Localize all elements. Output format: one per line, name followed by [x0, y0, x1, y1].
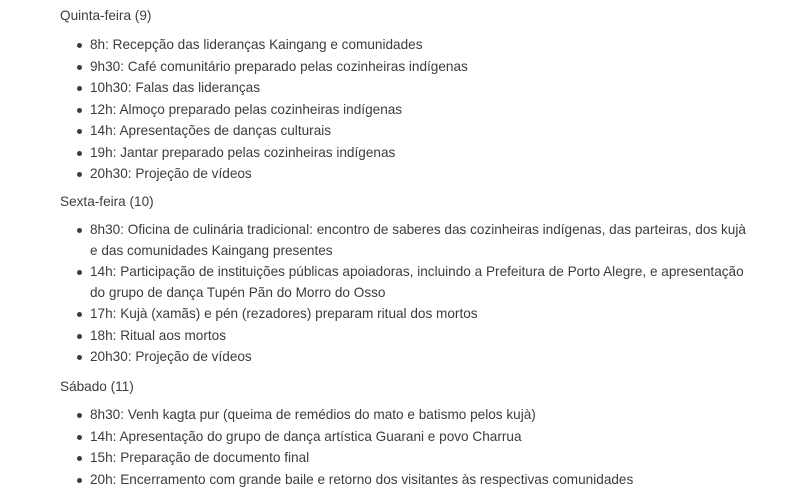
bullet-icon [77, 108, 82, 113]
list-item [90, 405, 750, 426]
event-text: 14h: Apresentações de danças culturais [90, 123, 332, 138]
event-text: 18h: Ritual aos mortos [90, 327, 227, 343]
list-item [90, 326, 750, 347]
bullet-icon [77, 86, 82, 91]
bullet-icon [77, 43, 82, 48]
bullet-icon [77, 172, 82, 177]
list-item [90, 304, 750, 325]
day-heading-saturday: Sábado (11) [60, 379, 134, 394]
list-item [90, 35, 750, 56]
event-text: 14h: Participação de instituições públicas apoiadoras, incluindo a Prefeitura de Porto Alegre, e apresentação do grupo de dança Tupén Pãn do Morro do Osso [90, 264, 744, 300]
saturday-event-list [90, 405, 750, 491]
bullet-icon [77, 228, 82, 233]
list-item [90, 121, 750, 142]
friday-event-list [90, 220, 750, 369]
event-text: 8h30: Oficina de culinária tradicional: encontro de saberes das cozinheiras indígenas, das parteiras, dos kujà e das comunidades Kaingang presentes [90, 222, 746, 258]
event-text: 20h: Encerramento com grande baile e retorno dos visitantes às respectivas comunidades [90, 471, 634, 487]
list-item [90, 220, 750, 261]
bullet-icon [77, 151, 82, 156]
event-text: 19h: Jantar preparado pelas cozinheiras indígenas [90, 144, 396, 160]
event-text: 8h: Recepção das lideranças Kaingang e comunidades [90, 37, 423, 52]
event-text: 17h: Kujà (xamãs) e pén (rezadores) preparam ritual dos mortos [90, 306, 478, 321]
event-text: 9h30: Café comunitário preparado pelas cozinheiras indígenas [90, 58, 468, 74]
list-item [90, 347, 750, 368]
thursday-event-list [90, 35, 750, 186]
day-heading-thursday: Quinta-feira (9) [60, 8, 152, 23]
day-heading-friday: Sexta-feira (10) [60, 194, 154, 209]
bullet-icon [77, 129, 82, 134]
bullet-icon [77, 312, 82, 317]
event-text: 20h30: Projeção de vídeos [90, 349, 252, 364]
event-text: 14h: Apresentação do grupo de dança artística Guarani e povo Charrua [90, 428, 522, 444]
list-item [90, 470, 750, 491]
bullet-icon [77, 413, 82, 418]
event-text: 10h30: Falas das lideranças [90, 80, 261, 95]
bullet-icon [77, 270, 82, 275]
bullet-icon [77, 478, 82, 483]
list-item [90, 164, 750, 185]
list-item [90, 143, 750, 164]
event-text: 15h: Preparação de documento final [90, 450, 310, 465]
list-item [90, 448, 750, 469]
bullet-icon [77, 65, 82, 70]
event-text: 8h30: Venh kagta pur (queima de remédios do mato e batismo pelos kujà) [90, 407, 536, 422]
bullet-icon [77, 456, 82, 461]
list-item [90, 100, 750, 121]
bullet-icon [77, 334, 82, 339]
list-item [90, 57, 750, 78]
list-item [90, 78, 750, 99]
bullet-icon [77, 435, 82, 440]
list-item [90, 427, 750, 448]
bullet-icon [77, 355, 82, 360]
event-text: 20h30: Projeção de vídeos [90, 166, 252, 181]
list-item [90, 262, 750, 303]
event-text: 12h: Almoço preparado pelas cozinheiras indígenas [90, 101, 403, 117]
